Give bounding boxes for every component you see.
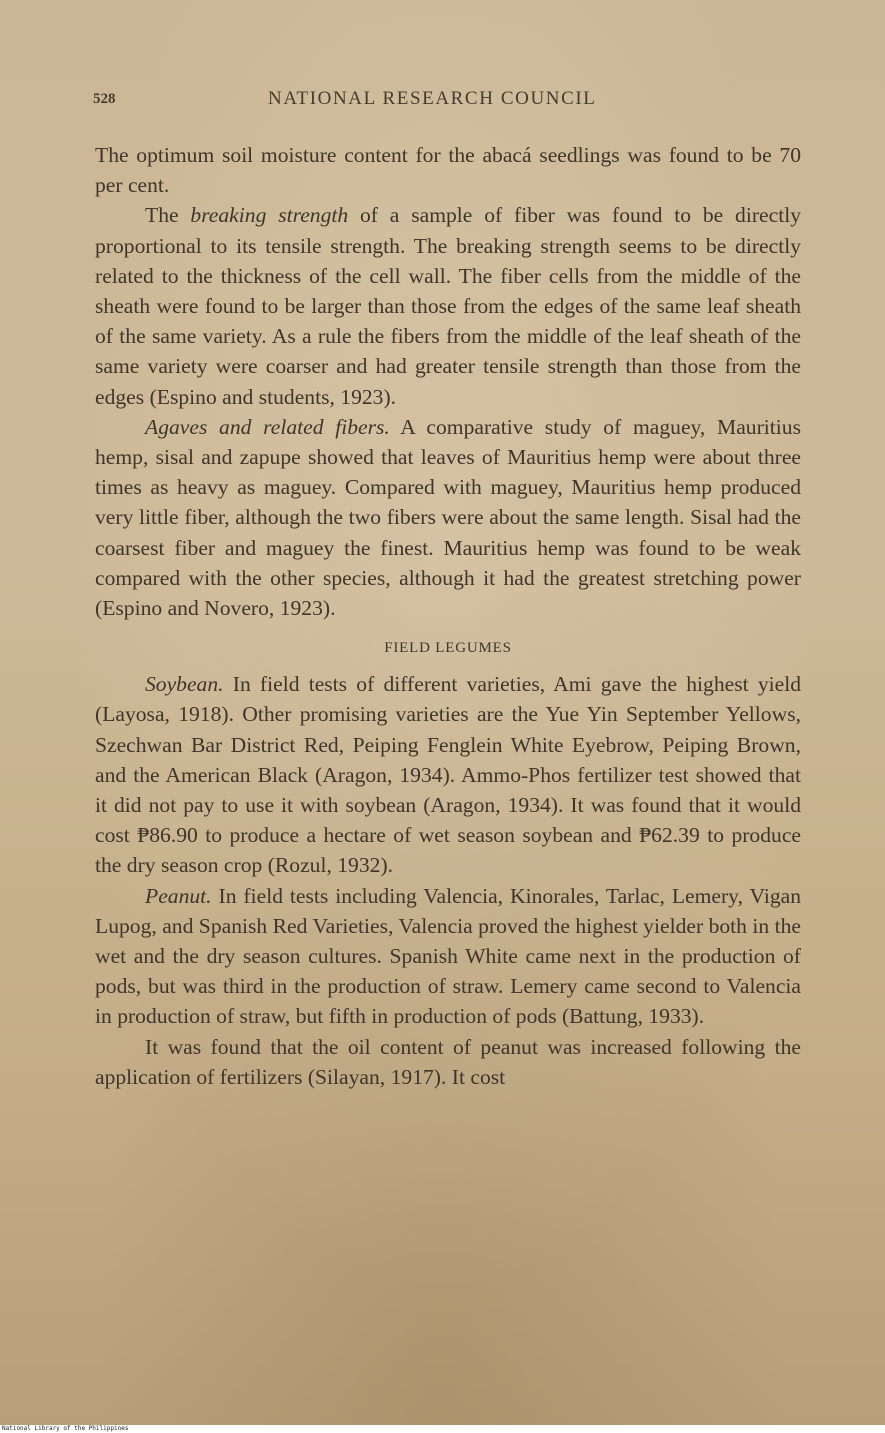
paragraph-moisture: The optimum soil moisture content for the abacá seedlings was found to be 70 per cent. (95, 143, 801, 198)
run-in-heading-breaking-strength: breaking strength (190, 203, 349, 228)
paragraph-agaves (95, 412, 801, 623)
paragraph-text: of a sample of fiber was found to be directly proportional to its tensile strength. The breaking strength seems to be directly related to the thickness of the cell wall. The fiber cells from the middle of the sheath were found to be larger than those from the edges of the same leaf sheath of the same variety. As a rule the fibers from the middle of the leaf sheath of the same variety were coarser and had greater tensile strength than those from the edges (Espino and students, 1923). (95, 203, 801, 409)
paragraph-soybean (95, 669, 801, 880)
running-title: NATIONAL RESEARCH COUNCIL (268, 88, 597, 109)
paragraph-text: In field tests including Valencia, Kinorales, Tarlac, Lemery, Vigan Lupog, and Spanish Red Varieties, Valencia proved the highest yielder both in the wet and the dry season cultures. Spanish White came next in the production of pods, but was third in the production of straw. Lemery came second to Valencia in production of straw, but fifth in production of pods (Battung, 1933). (95, 883, 801, 1029)
running-head (93, 88, 805, 114)
run-in-heading-agaves: Agaves and related fibers. (145, 414, 390, 439)
paragraph-peanut (95, 881, 801, 1032)
paragraph-oil-content: It was found that the oil content of peanut was increased following the application of fertilizers (Silayan, 1917). It cost (95, 1034, 801, 1089)
paragraph-lead: The (145, 203, 191, 228)
paragraph-text: In field tests of different varieties, Ami gave the highest yield (Layosa, 1918). Other promising varieties are the Yue Yin September Yellows, Szechwan Bar District Red, Peiping Fenglein White Eyebrow, Peiping Brown, and the American Black (Aragon, 1934). Ammo-Phos fertilizer test showed that it did not pay to use it with soybean (Aragon, 1934). It was found that it would cost ₱86.90 to produce a hectare of wet season soybean and ₱62.39 to produce the dry season crop (Rozul, 1932). (95, 672, 801, 878)
body-text (95, 140, 801, 1092)
library-credit: National Library of the Philippines (2, 1425, 129, 1432)
run-in-heading-peanut: Peanut. (145, 883, 212, 908)
section-heading-field-legumes: FIELD LEGUMES (384, 640, 512, 657)
run-in-heading-soybean: Soybean. (145, 672, 224, 697)
footer-band (0, 1425, 885, 1433)
paragraph-text: A comparative study of maguey, Mauritius hemp, sisal and zapupe showed that leaves of Mauritius hemp were about three times as heavy as maguey. Compared with maguey, Mauritius hemp produced very little fiber, although the two fibers were about the same length. Sisal had the coarsest fiber and maguey the finest. Mauritius hemp was found to be weak compared with the other species, although it had the greatest stretching power (Espino and Novero, 1923). (95, 414, 801, 621)
page-number: 528 (93, 91, 116, 107)
paragraph-breaking-strength (95, 200, 801, 411)
